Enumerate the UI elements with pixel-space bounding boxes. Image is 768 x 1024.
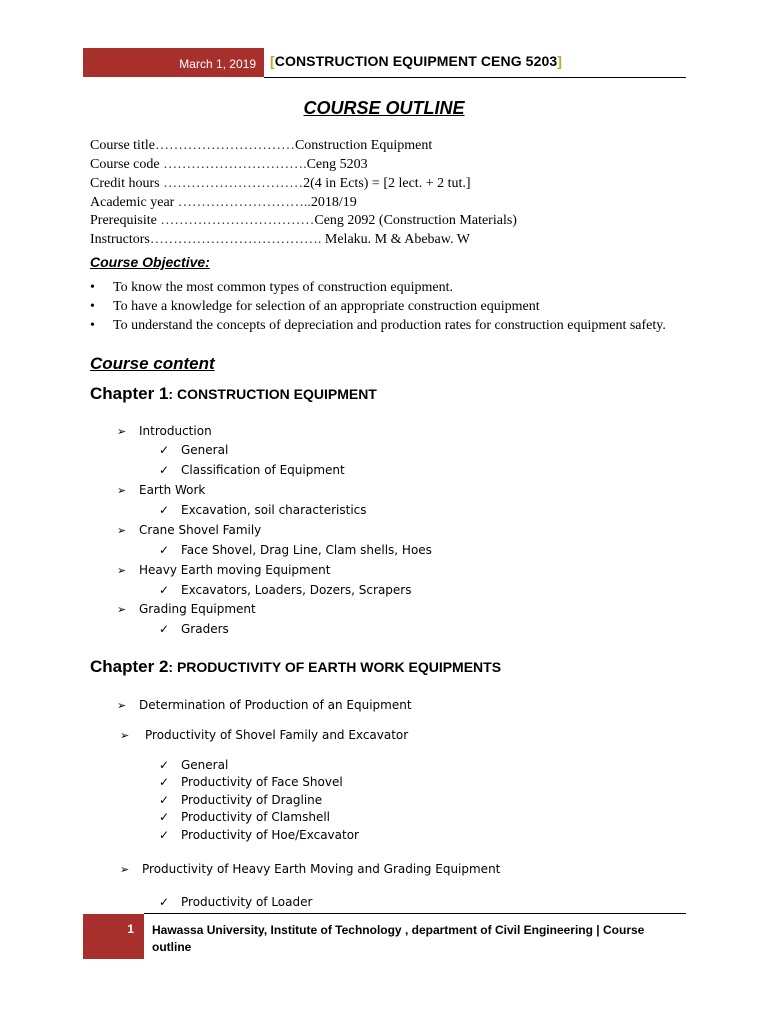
arrow-bullet-icon: ➢ xyxy=(117,524,127,537)
arrow-bullet-icon: ➢ xyxy=(117,603,127,616)
list-item: ➢ Grading Equipment xyxy=(117,602,256,616)
header-course-title xyxy=(270,53,562,69)
arrow-bullet-icon: ➢ xyxy=(117,484,127,497)
header-course-title-text: CONSTRUCTION EQUIPMENT CENG 5203 xyxy=(274,53,558,69)
checkmark-icon: ✓ xyxy=(159,543,170,557)
bullet-dot-icon: • xyxy=(90,299,95,314)
arrow-bullet-icon: ➢ xyxy=(117,564,127,577)
checkmark-icon: ✓ xyxy=(159,463,170,477)
checkmark-icon: ✓ xyxy=(159,758,170,772)
list-subitem: ✓ Classification of Equipment xyxy=(159,463,345,477)
arrow-bullet-icon: ➢ xyxy=(117,425,127,438)
checkmark-icon: ✓ xyxy=(159,622,170,636)
arrow-bullet-icon: ➢ xyxy=(120,863,130,876)
info-prerequisite: Prerequisite ……………………………Ceng 2092 (Construction Materials) xyxy=(90,213,517,228)
chapter-2-heading: Chapter 2: PRODUCTIVITY OF EARTH WORK EQUIPMENTS xyxy=(90,657,502,676)
list-subitem: ✓ Excavators, Loaders, Dozers, Scrapers xyxy=(159,583,412,597)
list-subitem: ✓ Excavation, soil characteristics xyxy=(159,503,367,517)
header-bracket-open: [ xyxy=(270,53,275,69)
bullet-dot-icon: • xyxy=(90,280,95,295)
list-item: ➢ Crane Shovel Family xyxy=(117,523,262,537)
list-subitem: ✓ Productivity of Loader xyxy=(159,895,313,909)
list-item: ➢ Productivity of Heavy Earth Moving and Grading Equipment xyxy=(120,862,501,876)
list-item: ➢ Earth Work xyxy=(117,483,206,497)
info-academic-year: Academic year ………………………..2018/19 xyxy=(90,195,357,210)
page-title: COURSE OUTLINE xyxy=(303,98,465,118)
footer-rule xyxy=(144,913,686,914)
list-subitem: ✓ General xyxy=(159,443,229,457)
footer-page-number: 1 xyxy=(83,914,144,959)
arrow-bullet-icon: ➢ xyxy=(120,729,130,742)
list-subitem: ✓ Graders xyxy=(159,622,229,636)
objective-heading: Course Objective: xyxy=(90,254,210,270)
checkmark-icon: ✓ xyxy=(159,775,170,789)
list-subitem: ✓ Productivity of Dragline xyxy=(159,793,323,807)
checkmark-icon: ✓ xyxy=(159,503,170,517)
list-subitem: ✓ Productivity of Face Shovel xyxy=(159,775,343,789)
checkmark-icon: ✓ xyxy=(159,828,170,842)
list-subitem: ✓ General xyxy=(159,758,229,772)
list-item: ➢ Heavy Earth moving Equipment xyxy=(117,563,331,577)
checkmark-icon: ✓ xyxy=(159,810,170,824)
arrow-bullet-icon: ➢ xyxy=(117,699,127,712)
checkmark-icon: ✓ xyxy=(159,443,170,457)
checkmark-icon: ✓ xyxy=(159,895,170,909)
content-heading: Course content xyxy=(90,354,215,373)
header-bracket-close: ] xyxy=(557,53,562,69)
header-rule xyxy=(264,77,686,78)
info-course-title: Course title…………………………Construction Equipment xyxy=(90,138,433,153)
list-item: ➢ Determination of Production of an Equipment xyxy=(117,698,412,712)
list-subitem: ✓ Face Shovel, Drag Line, Clam shells, Hoes xyxy=(159,543,432,557)
bullet-dot-icon: • xyxy=(90,318,95,333)
list-subitem: ✓ Productivity of Clamshell xyxy=(159,810,330,824)
footer-text: Hawassa University, Institute of Technology , department of Civil Engineering | Course outline xyxy=(152,923,645,954)
header-date-text: March 1, 2019 xyxy=(179,57,256,71)
checkmark-icon: ✓ xyxy=(159,793,170,807)
checkmark-icon: ✓ xyxy=(159,583,170,597)
info-instructors: Instructors………………………………. Melaku. M & Abebaw. W xyxy=(90,232,470,247)
list-item: ➢ Introduction xyxy=(117,424,212,438)
list-subitem: ✓ Productivity of Hoe/Excavator xyxy=(159,828,359,842)
chapter-1-heading: Chapter 1: CONSTRUCTION EQUIPMENT xyxy=(90,384,377,403)
info-course-code: Course code ………………………….Ceng 5203 xyxy=(90,157,368,172)
list-item: ➢ Productivity of Shovel Family and Excavator xyxy=(120,728,409,742)
header-date xyxy=(83,48,264,77)
info-credit-hours: Credit hours …………………………2(4 in Ects) = [2 lect. + 2 tut.] xyxy=(90,176,471,191)
